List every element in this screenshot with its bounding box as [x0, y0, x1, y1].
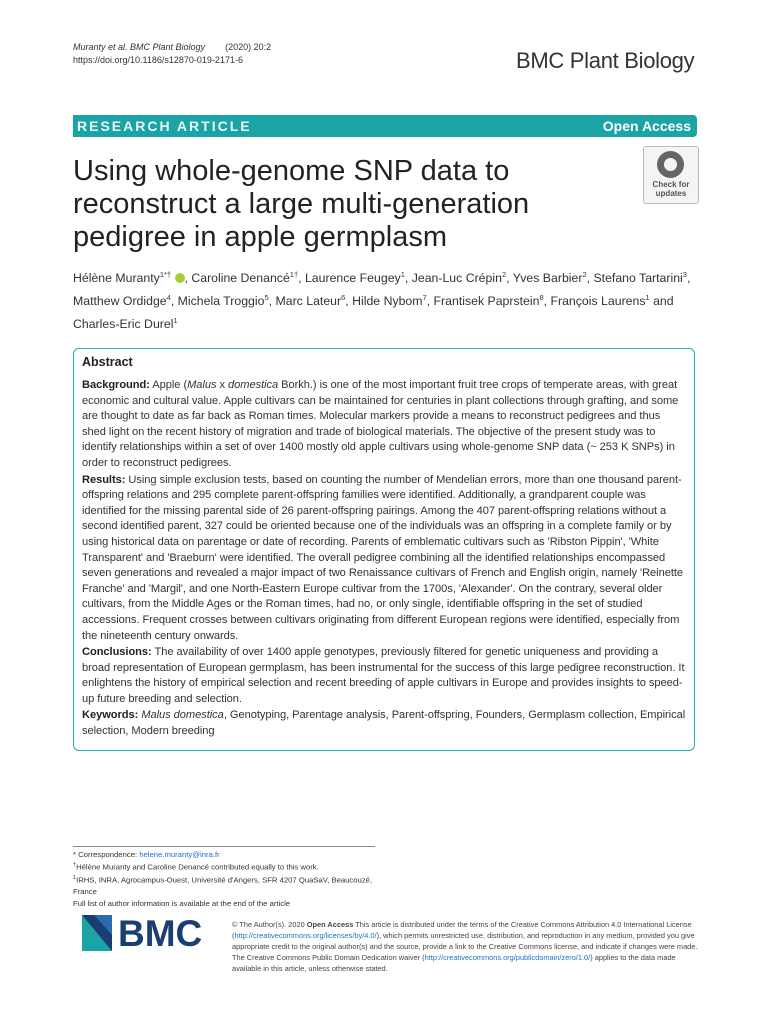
check-updates-line1: Check for — [652, 180, 690, 189]
article-type-banner — [73, 115, 697, 137]
license-statement — [232, 919, 702, 974]
background-text: Borkh.) is one of the most important fruit tree crops of temperate areas, with great economic and cultural value. Apple cultivars can be maintained for centuries in plant collections through grafting, and some are thought to date as far back as Roman times. Molecular markers provide a means to reconstruct pedigrees and thus shed light on the recent history of migration and trade of biological materials. The objective of the present study was to identify relationships within a set of over 1400 mostly old apple cultivars using whole-genome SNP data (~ 253 K SNPs) in order to reconstruct pedigrees. — [82, 379, 679, 469]
cc-by-link[interactable]: http://creativecommons.org/licenses/by/4.0/ — [234, 931, 377, 940]
author-name: Yves Barbier — [512, 271, 583, 286]
author-name: Frantisek Paprstein — [433, 294, 540, 309]
keywords-label: Keywords: — [82, 709, 139, 722]
correspondence-email[interactable]: helene.muranty@inra.fr — [139, 850, 220, 859]
author-affiliation: 5 — [264, 293, 269, 303]
equal-contribution-note: Hélène Muranty and Caroline Denancé contributed equally to this work. — [76, 862, 319, 872]
abstract-keywords — [82, 708, 686, 739]
copyright-prefix: © The Author(s). 2020 — [232, 920, 307, 929]
species-genus: Malus — [187, 379, 217, 391]
correspondence-label: * Correspondence: — [73, 850, 140, 859]
author-affiliation: 1 — [400, 270, 405, 279]
citation-year: (2020) 20:2 — [225, 42, 272, 52]
equal-contribution-mark: † — [73, 862, 77, 869]
author-affiliation: 2 — [582, 270, 587, 279]
author-name: Laurence Feugey — [304, 271, 401, 286]
author-name: Jean-Luc Crépin — [411, 271, 502, 286]
author-affiliation: 1 — [173, 316, 178, 326]
author-name: Michela Troggio — [177, 294, 265, 309]
author-name: François Laurens — [550, 294, 646, 309]
doi-link[interactable]: https://doi.org/10.1186/s12870-019-2171-6 — [73, 55, 243, 65]
abstract-results — [82, 473, 686, 645]
author-affiliation: 6 — [341, 293, 346, 303]
license-open-access: Open Access — [306, 920, 354, 929]
abstract-conclusions — [82, 645, 686, 707]
license-text-2: ), which permits unrestricted use, distribution, and reproduction in any medium, provided you give appropriate credit to the original author(s) and the source, provide a link to the Creative Commons license, and indicate if changes were made. The Creative Commons Public Domain Dedication waiver ( — [232, 931, 698, 962]
abstract-heading: Abstract — [82, 355, 133, 369]
journal-name: BMC Plant Biology — [516, 48, 695, 73]
footnote-divider — [73, 846, 375, 847]
species-epithet: domestica — [228, 379, 279, 391]
author-name: Hélène Muranty — [73, 271, 160, 286]
author-affiliation: 7 — [422, 293, 427, 303]
background-label: Background: — [82, 379, 150, 391]
orcid-icon[interactable] — [175, 273, 185, 283]
author-affiliation: 4 — [166, 293, 171, 303]
abstract-background — [82, 378, 686, 472]
author-name: Caroline Denancé — [191, 271, 290, 286]
crossmark-icon — [657, 151, 684, 178]
author-affiliation: 8 — [539, 293, 544, 303]
author-affiliation: 2 — [501, 270, 507, 279]
citation-header — [73, 41, 271, 67]
bmc-logo-icon — [82, 913, 222, 953]
author-name: Marc Lateur — [275, 294, 342, 309]
author-affiliation: 1† — [289, 270, 299, 279]
check-updates-line2: updates — [655, 189, 687, 198]
cc0-link[interactable]: http://creativecommons.org/publicdomain/zero/1.0/ — [424, 953, 591, 962]
abstract-box — [73, 348, 695, 751]
results-text: Using simple exclusion tests, based on counting the number of Mendelian errors, more than one thousand parent-offspring relations and 295 complete parent-offspring families were identified. Additionally, a grandparent couple was identified for the missing parental side of 26 parent-offspring pairings. Among the 407 parent-offspring relations without a second identified parent, 327 could be oriented because one of the individuals was an offspring in a complete family or by using historical data on parentage or date of recording. Parents of emblematic cultivars such as 'Ribston Pippin', 'White Transparent' and 'Braeburn' were identified. The overall pedigree combining all the identified relationships encompassed seven generations and revealed a major impact of two Renaissance cultivars of French and English origin, namely 'Reinette Franche' and 'Margil', and one North-Eastern Europe cultivar from the 1700s, 'Alexander'. On the contrary, several older cultivars, from the Middle Ages or the Roman times, had no, or only single, identifiable offspring in the set of studied accessions. Frequent crosses between cultivars originating from different European regions were identified, especially from the nineteenth century onwards. — [82, 473, 684, 642]
open-access-label: Open Access — [602, 118, 691, 134]
article-title: Using whole-genome SNP data to reconstruct a large multi-generation pedigree in apple germplasm — [73, 155, 530, 253]
full-author-info-note: Full list of author information is available at the end of the article — [73, 898, 291, 908]
bmc-logo-text: BMC — [118, 913, 203, 953]
affiliation-number: 1 — [73, 875, 77, 882]
license-text-1: This article is distributed under the terms of the Creative Commons Attribution 4.0 International License ( — [232, 920, 692, 940]
background-pre: Apple ( — [152, 379, 188, 391]
species-x: x — [216, 379, 229, 391]
citation-authors: Muranty et al. BMC Plant Biology — [73, 42, 206, 52]
author-name: Charles-Eric Durel — [73, 317, 174, 332]
author-affiliation: 1*† — [159, 270, 172, 279]
conclusions-label: Conclusions: — [82, 646, 152, 659]
keywords-text: , Genotyping, Parentage analysis, Parent-offspring, Founders, Germplasm collection, Empirical selection, Modern breeding — [82, 709, 686, 738]
bmc-logo — [82, 913, 222, 953]
conclusions-text: The availability of over 1400 apple genotypes, previously filtered for genetic uniqueness and providing a broad representation of European germplasm, has been instrumental for the success of this large pedigree reconstruction. It enlightens the history of empirical selection and recent breeding of apple cultivars in Europe and provides insights to speed-up future breeding and selection. — [82, 646, 685, 705]
author-name: Stefano Tartarini — [593, 271, 683, 286]
affiliation-text: IRHS, INRA, Agrocampus-Ouest, Université d'Angers, SFR 4207 QuaSaV, Beaucouzé, France — [73, 875, 373, 897]
check-for-updates-badge[interactable] — [643, 146, 699, 204]
keywords-species: Malus domestica — [141, 709, 224, 722]
author-list: Hélène Muranty$^{1*\dagger}$ , Caroline Denancé$^{1\dagger}$, Laurence Feugey$^1$, Jean-Luc Crépin$^2$, Yves Barbier$^2$, Stefano Tartarini$^3$, Matthew Ordidge$^4$, Michela Troggio$^5$, Marc Lateur$^6$, Hilde Nybom$^7$, Frantisek Paprstein$^8$, François Laurens$^1$ and Charles-Eric Durel$^1$ — [73, 270, 691, 332]
author-name: Matthew Ordidge — [73, 294, 167, 309]
author-name: Hilde Nybom — [352, 294, 423, 309]
author-affiliation: 3 — [682, 270, 687, 279]
results-label: Results: — [82, 473, 126, 486]
footnotes — [73, 849, 383, 909]
license-text-3: ) applies to the data made available in this article, unless otherwise stated. — [232, 953, 676, 973]
article-type-label: RESEARCH ARTICLE — [77, 118, 252, 134]
author-affiliation: 1 — [645, 293, 650, 303]
